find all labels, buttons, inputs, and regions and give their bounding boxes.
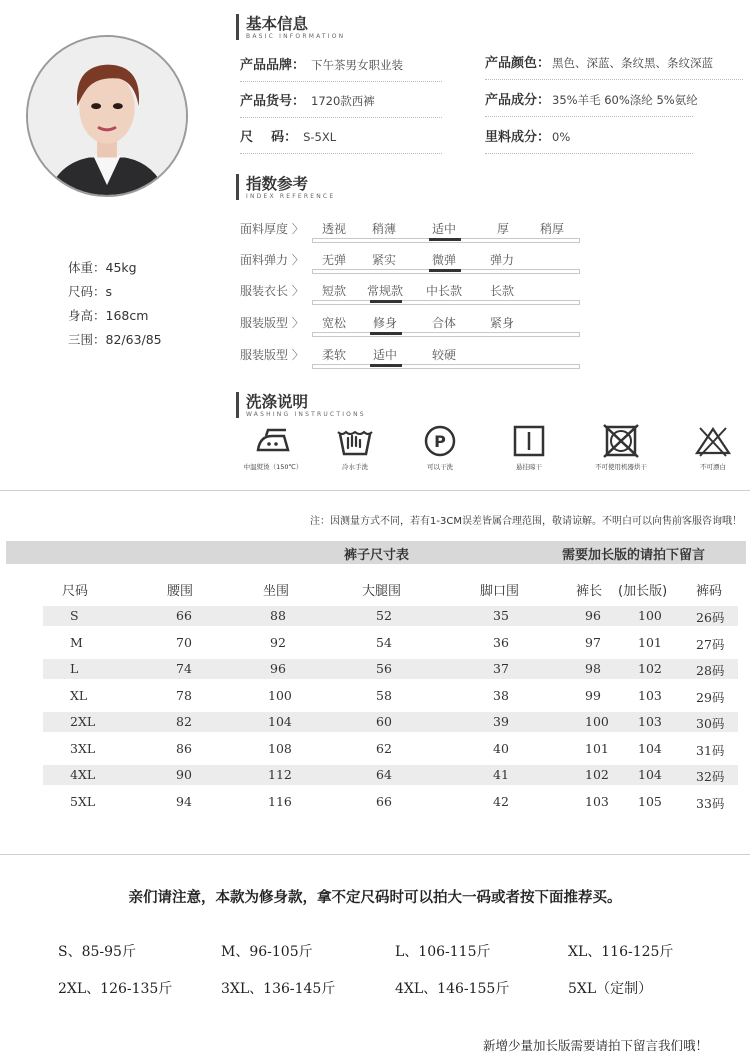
table-cell: 64	[376, 767, 392, 782]
table-cell: 104	[268, 714, 292, 729]
index-option: 修身	[373, 316, 398, 330]
basic-info-title: 基本信息	[246, 15, 309, 33]
table-cell: 88	[270, 608, 286, 623]
table-cell: 32码	[696, 769, 725, 784]
index-option: 柔软	[322, 348, 347, 362]
table-cell: 26码	[696, 610, 725, 625]
lining-value: 0%	[552, 130, 571, 144]
index-track	[312, 332, 580, 337]
index-row-fit	[240, 314, 580, 344]
lining-label: 里料成分：	[485, 130, 551, 145]
column-header: 腰围	[167, 584, 194, 599]
table-cell: XL	[70, 688, 88, 703]
table-row	[43, 686, 738, 706]
fit-attention-notice: 亲们请注意，本款为修身款，拿不定尺码时可以拍大一码或者按下面推荐买。	[128, 890, 622, 906]
column-header: (加长版)	[618, 584, 668, 599]
table-cell: 102	[638, 661, 662, 676]
index-row-label: 服装版型 〉	[240, 348, 304, 362]
index-row-softness	[240, 346, 580, 376]
brand-label: 产品品牌：	[240, 58, 306, 73]
model-portrait-illustration	[28, 37, 186, 195]
table-cell: 39	[493, 714, 509, 729]
sku-label: 产品货号：	[240, 94, 306, 109]
index-row-label: 面料厚度 〉	[240, 222, 304, 236]
table-cell: 108	[268, 741, 292, 756]
table-cell: 33码	[696, 796, 725, 811]
no-machine-dry-icon	[600, 424, 642, 458]
table-cell: 78	[176, 688, 192, 703]
table-cell: 90	[176, 767, 192, 782]
table-cell: 103	[638, 688, 662, 703]
table-cell: 60	[376, 714, 392, 729]
table-row	[43, 765, 738, 785]
wash-caption: 中温熨烫（150℃）	[243, 463, 303, 471]
size-row	[240, 126, 442, 154]
index-option: 常规款	[367, 284, 404, 298]
column-header: 裤长	[576, 584, 603, 599]
wash-item-hand-wash	[314, 424, 396, 471]
wash-item-dry-clean	[399, 424, 481, 471]
table-row	[43, 633, 738, 653]
table-cell: 42	[493, 794, 509, 809]
weight-recommendation: 2XL、126-135斤	[58, 981, 173, 997]
table-cell: 100	[638, 608, 662, 623]
table-cell: 4XL	[70, 767, 96, 782]
index-option: 厚	[497, 222, 510, 236]
table-cell: 102	[585, 767, 609, 782]
table-cell: 66	[176, 608, 192, 623]
wash-item-no-machine-dry	[580, 424, 662, 471]
table-cell: 54	[376, 635, 392, 650]
wash-item-hang-dry	[488, 424, 570, 471]
table-cell: 28码	[696, 663, 725, 678]
table-cell: 104	[638, 767, 662, 782]
table-cell: 40	[493, 741, 509, 756]
model-size: 尺码：s	[68, 284, 113, 299]
hang-dry-icon	[508, 424, 550, 458]
column-header: 尺码	[62, 584, 89, 599]
table-cell: 92	[270, 635, 286, 650]
index-selected-marker	[370, 332, 402, 335]
dry-clean-icon	[419, 424, 461, 458]
model-height: 身高：168cm	[68, 308, 149, 323]
index-option: 短款	[322, 284, 347, 298]
index-option: 稍薄	[372, 222, 397, 236]
brand-value: 下午茶男女职业装	[311, 58, 404, 72]
table-cell: M	[70, 635, 83, 650]
wash-caption: 冷水手洗	[342, 463, 368, 471]
table-cell: 99	[585, 688, 601, 703]
weight-recommendation: 4XL、146-155斤	[395, 981, 510, 997]
model-avatar	[26, 35, 188, 197]
table-cell: 82	[176, 714, 192, 729]
table-cell: 98	[585, 661, 601, 676]
index-option: 合体	[432, 316, 457, 330]
table-cell: 31码	[696, 743, 725, 758]
index-row-label: 服装衣长 〉	[240, 284, 304, 298]
table-cell: 38	[493, 688, 509, 703]
table-row	[43, 606, 738, 626]
index-option: 较硬	[432, 348, 457, 362]
measurement-note: 注：因测量方式不同，若有1-3CM误差皆属合理范围，敬请谅解。不明白可以向售前客服咨询哦！	[310, 516, 742, 527]
table-cell: 112	[268, 767, 292, 782]
model-weight: 体重：45kg	[68, 260, 137, 275]
table-cell: 94	[176, 794, 192, 809]
wash-caption: 不可漂白	[700, 463, 726, 471]
table-cell: 86	[176, 741, 192, 756]
index-row-label: 服装版型 〉	[240, 316, 304, 330]
no-bleach-icon	[692, 424, 734, 458]
model-measurements	[68, 256, 162, 352]
hand-wash-icon	[334, 424, 376, 458]
basic-info-subtitle: BASIC INFORMATION	[246, 33, 346, 40]
table-cell: 41	[493, 767, 509, 782]
table-cell: 29码	[696, 690, 725, 705]
column-header: 坐围	[263, 584, 290, 599]
index-row-label: 面料弹力 〉	[240, 253, 304, 267]
table-cell: 97	[585, 635, 601, 650]
table-cell: 101	[585, 741, 609, 756]
weight-recommendation: 3XL、136-145斤	[221, 981, 336, 997]
sku-row	[240, 90, 442, 118]
table-cell: L	[70, 661, 79, 676]
table-cell: 74	[176, 661, 192, 676]
color-value: 黑色、深蓝、条纹黑、条纹深蓝	[552, 56, 714, 70]
index-option: 紧身	[490, 316, 515, 330]
column-header: 大腿围	[362, 584, 402, 599]
index-option: 稍厚	[540, 222, 565, 236]
index-reference-title: 指数参考	[246, 175, 309, 193]
table-cell: 27码	[696, 637, 725, 652]
table-cell: 3XL	[70, 741, 96, 756]
size-table-title: 裤子尺寸表	[344, 548, 410, 563]
table-cell: 70	[176, 635, 192, 650]
index-track	[312, 300, 580, 305]
table-cell: 96	[585, 608, 601, 623]
table-row	[43, 792, 738, 812]
wash-caption: 不可使用机器烘干	[595, 463, 647, 471]
table-cell: 2XL	[70, 714, 96, 729]
table-row	[43, 659, 738, 679]
weight-recommendation: L、106-115斤	[395, 944, 491, 960]
material-value: 35%羊毛 60%涤纶 5%氨纶	[552, 93, 698, 107]
table-cell: 5XL	[70, 794, 96, 809]
table-cell: 62	[376, 741, 392, 756]
table-cell: 30码	[696, 716, 725, 731]
index-option: 透视	[322, 222, 347, 236]
table-cell: 104	[638, 741, 662, 756]
table-cell: 56	[376, 661, 392, 676]
washing-title: 洗涤说明	[246, 393, 309, 411]
index-option: 长款	[490, 284, 515, 298]
size-value: S-5XL	[303, 130, 337, 144]
index-selected-marker	[429, 238, 461, 241]
weight-recommendation: XL、116-125斤	[568, 944, 674, 960]
sku-value: 1720款西裤	[311, 94, 375, 108]
index-option: 弹力	[490, 253, 515, 267]
iron-icon	[252, 424, 294, 458]
index-track	[312, 364, 580, 369]
table-row	[43, 739, 738, 759]
table-cell: 116	[268, 794, 292, 809]
table-cell: 36	[493, 635, 509, 650]
table-cell: 58	[376, 688, 392, 703]
index-row-length	[240, 282, 580, 312]
table-cell: 52	[376, 608, 392, 623]
index-selected-marker	[429, 269, 461, 272]
table-cell: 35	[493, 608, 509, 623]
index-reference-subtitle: INDEX REFERENCE	[246, 193, 336, 200]
index-row-thickness	[240, 220, 580, 250]
table-cell: 37	[493, 661, 509, 676]
index-option: 紧实	[372, 253, 397, 267]
index-option: 中长款	[426, 284, 463, 298]
index-option: 宽松	[322, 316, 347, 330]
lining-row	[485, 126, 693, 154]
divider	[0, 490, 750, 491]
wash-caption: 可以干洗	[427, 463, 453, 471]
column-header: 脚口围	[480, 584, 520, 599]
table-cell: 100	[585, 714, 609, 729]
divider	[0, 854, 750, 855]
table-cell: 101	[638, 635, 662, 650]
column-header: 裤码	[696, 584, 723, 599]
index-selected-marker	[370, 364, 402, 367]
table-cell: 96	[270, 661, 286, 676]
washing-subtitle: WASHING INSTRUCTIONS	[246, 411, 366, 418]
table-cell: 103	[638, 714, 662, 729]
weight-recommendation: S、85-95斤	[58, 944, 136, 960]
weight-recommendation: 5XL（定制）	[568, 981, 653, 997]
brand-row	[240, 54, 442, 82]
size-label: 尺 码：	[240, 130, 298, 145]
extended-version-footer: 新增少量加长版需要请拍下留言我们哦！	[482, 1038, 708, 1053]
table-cell: 103	[585, 794, 609, 809]
size-table-extra-title: 需要加长版的请拍下留言	[562, 548, 706, 563]
table-row	[43, 712, 738, 732]
table-cell: 66	[376, 794, 392, 809]
wash-item-no-bleach	[676, 424, 750, 471]
index-selected-marker	[370, 300, 402, 303]
index-option: 适中	[373, 348, 398, 362]
wash-caption: 悬挂晾干	[516, 463, 542, 471]
index-row-elasticity	[240, 251, 580, 281]
weight-recommendation: M、96-105斤	[221, 944, 313, 960]
color-row	[485, 52, 743, 80]
model-measure: 三围：82/63/85	[68, 332, 162, 347]
color-label: 产品颜色：	[485, 56, 551, 71]
table-cell: S	[70, 608, 79, 623]
svg-text:P: P	[434, 432, 446, 451]
index-option: 适中	[432, 222, 457, 236]
wash-item-iron	[232, 424, 314, 471]
material-row	[485, 89, 698, 117]
size-table-header-bar	[6, 541, 746, 564]
index-option: 无弹	[322, 253, 347, 267]
table-cell: 105	[638, 794, 662, 809]
index-option: 微弹	[432, 253, 457, 267]
material-label: 产品成分：	[485, 93, 551, 108]
table-cell: 100	[268, 688, 292, 703]
